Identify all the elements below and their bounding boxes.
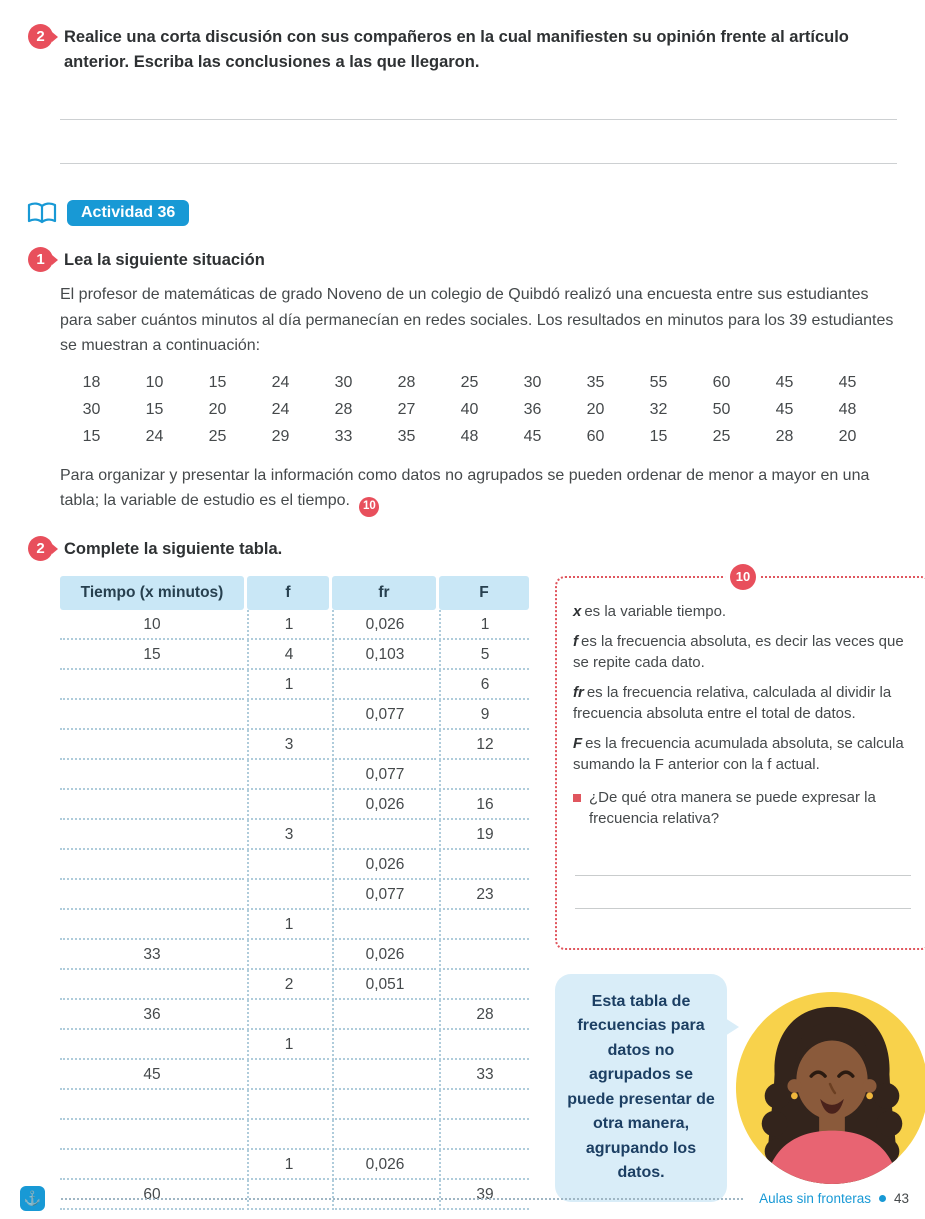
table-cell-blank[interactable] [60, 1150, 244, 1180]
data-value: 20 [208, 400, 227, 418]
item1-title: Lea la siguiente situación [64, 251, 265, 269]
table-column-header: F [439, 576, 529, 610]
data-value: 28 [334, 400, 353, 418]
table-cell-blank[interactable] [60, 670, 244, 700]
variable-symbol: fr [573, 684, 584, 702]
note-answer-lines [573, 843, 913, 909]
table-cell-blank[interactable] [332, 1120, 436, 1150]
page-number: 43 [893, 1191, 909, 1206]
table-cell-blank[interactable] [439, 760, 529, 790]
item-number-badge: 1 [28, 247, 53, 272]
table-cell-value: 0,026 [332, 610, 436, 640]
table-cell-value: 1 [247, 610, 329, 640]
table-cell-blank[interactable] [247, 760, 329, 790]
data-value: 15 [208, 373, 227, 391]
table-cell-value: 19 [439, 820, 529, 850]
table-cell-value: 39 [439, 1180, 529, 1210]
speech-row [555, 974, 925, 1202]
data-value: 15 [82, 427, 101, 445]
data-value: 20 [838, 427, 857, 445]
note-question-text: ¿De qué otra manera se puede expresar la frecuencia relativa? [589, 789, 876, 827]
intro-paragraph: El profesor de matemáticas de grado Noveno de un colegio de Quibdó realizó una encuesta entre sus estudiantes para saber cuántos minutos al día permanecían en redes sociales. Los resultados en minutos para los 39 estudiantes se muestran a continuación: [60, 286, 894, 354]
table-cell-value: 28 [439, 1000, 529, 1030]
data-value: 28 [775, 427, 794, 445]
footer-brand: Aulas sin fronteras [759, 1191, 871, 1206]
table-cell-blank[interactable] [60, 1090, 244, 1120]
table-cell-value: 6 [439, 670, 529, 700]
data-value: 48 [838, 400, 857, 418]
table-cell-value: 3 [247, 820, 329, 850]
table-cell-value: 5 [439, 640, 529, 670]
table-cell-value: 0,103 [332, 640, 436, 670]
table-cell-value: 60 [60, 1180, 244, 1210]
table-cell-value: 12 [439, 730, 529, 760]
right-column [555, 569, 925, 1202]
table-column-header: fr [332, 576, 436, 610]
data-value: 33 [334, 427, 353, 445]
table-cell-value: 0,026 [332, 790, 436, 820]
organize-text: Para organizar y presentar la información como datos no agrupados se pueden ordenar de menor a mayor en una tabla; la variable de estudio es el tiempo. [60, 466, 870, 509]
activity-header [26, 200, 925, 226]
table-cell-blank[interactable] [439, 1030, 529, 1060]
table-cell-value: 45 [60, 1060, 244, 1090]
data-value: 35 [586, 373, 605, 391]
data-value: 40 [460, 400, 479, 418]
data-value: 25 [712, 427, 731, 445]
data-value: 20 [586, 400, 605, 418]
table-cell-blank[interactable] [332, 670, 436, 700]
data-value: 18 [82, 373, 101, 391]
table-cell-blank[interactable] [439, 910, 529, 940]
note-definition: f es la frecuencia absoluta, es decir las veces que se repite cada dato. [573, 633, 904, 671]
data-value: 32 [649, 400, 668, 418]
table-cell-blank[interactable] [247, 1120, 329, 1150]
answer-line[interactable] [575, 876, 911, 909]
footer-anchor-icon: ⚓ [20, 1186, 45, 1211]
table-cell-blank[interactable] [60, 910, 244, 940]
organize-paragraph [60, 463, 897, 517]
table-cell-blank[interactable] [60, 880, 244, 910]
table-cell-value: 0,077 [332, 760, 436, 790]
table-cell-blank[interactable] [60, 700, 244, 730]
data-value: 45 [775, 400, 794, 418]
table-cell-value: 1 [439, 610, 529, 640]
note-items [573, 602, 913, 776]
data-value: 27 [397, 400, 416, 418]
table-cell-blank[interactable] [247, 1090, 329, 1120]
data-value: 29 [271, 427, 290, 445]
data-value: 60 [586, 427, 605, 445]
table-cell-value: 0,077 [332, 880, 436, 910]
data-value: 45 [775, 373, 794, 391]
table-cell-blank[interactable] [439, 940, 529, 970]
table-column-header: Tiempo (x minutos) [60, 576, 244, 610]
data-value: 45 [523, 427, 542, 445]
footer-bullet-icon [879, 1195, 886, 1202]
data-value: 15 [649, 427, 668, 445]
data-value: 45 [838, 373, 857, 391]
table-cell-blank[interactable] [439, 1120, 529, 1150]
table-cell-blank[interactable] [60, 970, 244, 1000]
frequency-table-header [60, 576, 529, 610]
activity-badge: Actividad 36 [67, 200, 189, 226]
note-reference-badge: 10 [359, 497, 379, 517]
table-cell-blank[interactable] [60, 820, 244, 850]
raw-data-grid [60, 374, 879, 446]
complete-table-item [28, 536, 925, 562]
table-cell-value: 16 [439, 790, 529, 820]
data-value: 25 [460, 373, 479, 391]
table-cell-value: 0,051 [332, 970, 436, 1000]
data-value: 30 [523, 373, 542, 391]
table-cell-blank[interactable] [439, 850, 529, 880]
note-definition: F es la frecuencia acumulada absoluta, se calcula sumando la F anterior con la f actual. [573, 735, 904, 773]
table-cell-value: 15 [60, 640, 244, 670]
table-cell-value: 0,026 [332, 940, 436, 970]
footer-dotted-rule [61, 1198, 743, 1200]
data-value: 60 [712, 373, 731, 391]
table-column-header: f [247, 576, 329, 610]
frequency-table [60, 576, 529, 1210]
table-cell-blank[interactable] [332, 730, 436, 760]
data-value: 15 [145, 400, 164, 418]
data-value: 24 [145, 427, 164, 445]
table-cell-blank[interactable] [60, 1030, 244, 1060]
table-cell-value: 2 [247, 970, 329, 1000]
table-cell-value: 33 [60, 940, 244, 970]
discussion-text: Realice una corta discusión con sus compañeros en la cual manifiesten su opinión frente al artículo anterior. Escriba las conclusiones a las que llegaron. [64, 28, 849, 71]
table-cell-value: 10 [60, 610, 244, 640]
table-cell-blank[interactable] [247, 880, 329, 910]
table-cell-blank[interactable] [332, 1090, 436, 1120]
answer-line[interactable] [60, 163, 897, 164]
table-cell-blank[interactable] [60, 850, 244, 880]
note-question [573, 788, 913, 829]
table-cell-value: 3 [247, 730, 329, 760]
note-definition: x es la variable tiempo. [573, 602, 727, 620]
variable-symbol: x [573, 602, 582, 620]
frequency-table-body [60, 610, 529, 1210]
note-definition: fr es la frecuencia relativa, calculada al dividir la frecuencia absoluta entre el total de datos. [573, 684, 892, 722]
table-cell-blank[interactable] [439, 1150, 529, 1180]
table-cell-blank[interactable] [247, 1000, 329, 1030]
table-cell-value: 36 [60, 1000, 244, 1030]
table-cell-value: 1 [247, 1150, 329, 1180]
table-cell-blank[interactable] [60, 760, 244, 790]
data-value: 24 [271, 400, 290, 418]
table-cell-blank[interactable] [332, 910, 436, 940]
table-cell-blank[interactable] [247, 790, 329, 820]
data-value: 48 [460, 427, 479, 445]
item-number-badge: 2 [28, 536, 53, 561]
answer-line[interactable] [575, 843, 911, 876]
data-value: 25 [208, 427, 227, 445]
table-cell-blank[interactable] [439, 970, 529, 1000]
definitions-note-box [555, 569, 925, 950]
table-cell-value: 33 [439, 1060, 529, 1090]
data-value: 35 [397, 427, 416, 445]
table-cell-blank[interactable] [60, 730, 244, 760]
table-cell-blank[interactable] [332, 1030, 436, 1060]
read-situation-item [28, 247, 925, 273]
data-value: 36 [523, 400, 542, 418]
table-cell-value: 4 [247, 640, 329, 670]
table-cell-blank[interactable] [332, 820, 436, 850]
variable-symbol: f [573, 633, 578, 651]
open-book-icon [26, 201, 58, 226]
table-cell-value: 1 [247, 670, 329, 700]
data-value: 24 [271, 373, 290, 391]
data-value: 28 [397, 373, 416, 391]
data-value: 30 [334, 373, 353, 391]
data-value: 55 [649, 373, 668, 391]
square-bullet-icon [573, 794, 581, 802]
table-cell-blank[interactable] [439, 1090, 529, 1120]
data-value: 10 [145, 373, 164, 391]
teacher-avatar-illustration [733, 989, 925, 1187]
table-cell-value: 0,026 [332, 1150, 436, 1180]
item-number-badge: 2 [28, 24, 53, 49]
table-cell-blank[interactable] [332, 1060, 436, 1090]
table-cell-blank[interactable] [332, 1000, 436, 1030]
answer-line[interactable] [60, 119, 897, 120]
data-value: 30 [82, 400, 101, 418]
table-cell-blank[interactable] [247, 700, 329, 730]
note-number-badge: 10 [730, 564, 756, 590]
table-cell-value: 0,077 [332, 700, 436, 730]
table-cell-blank[interactable] [247, 1060, 329, 1090]
variable-symbol: F [573, 735, 583, 753]
data-value: 50 [712, 400, 731, 418]
table-cell-blank[interactable] [60, 790, 244, 820]
table-cell-blank[interactable] [247, 850, 329, 880]
table-cell-value: 23 [439, 880, 529, 910]
table-cell-value: 0,026 [332, 850, 436, 880]
table-cell-blank[interactable] [60, 1120, 244, 1150]
discussion-item [28, 24, 897, 75]
speech-bubble: Esta tabla de frecuencias para datos no agrupados se puede presentar de otra manera, agrupando los datos. [555, 974, 727, 1202]
table-cell-value: 1 [247, 1030, 329, 1060]
table-cell-blank[interactable] [247, 940, 329, 970]
page-footer [0, 1186, 925, 1219]
table-cell-value: 1 [247, 910, 329, 940]
table-cell-value: 9 [439, 700, 529, 730]
complete-title: Complete la siguiente tabla. [64, 539, 283, 558]
